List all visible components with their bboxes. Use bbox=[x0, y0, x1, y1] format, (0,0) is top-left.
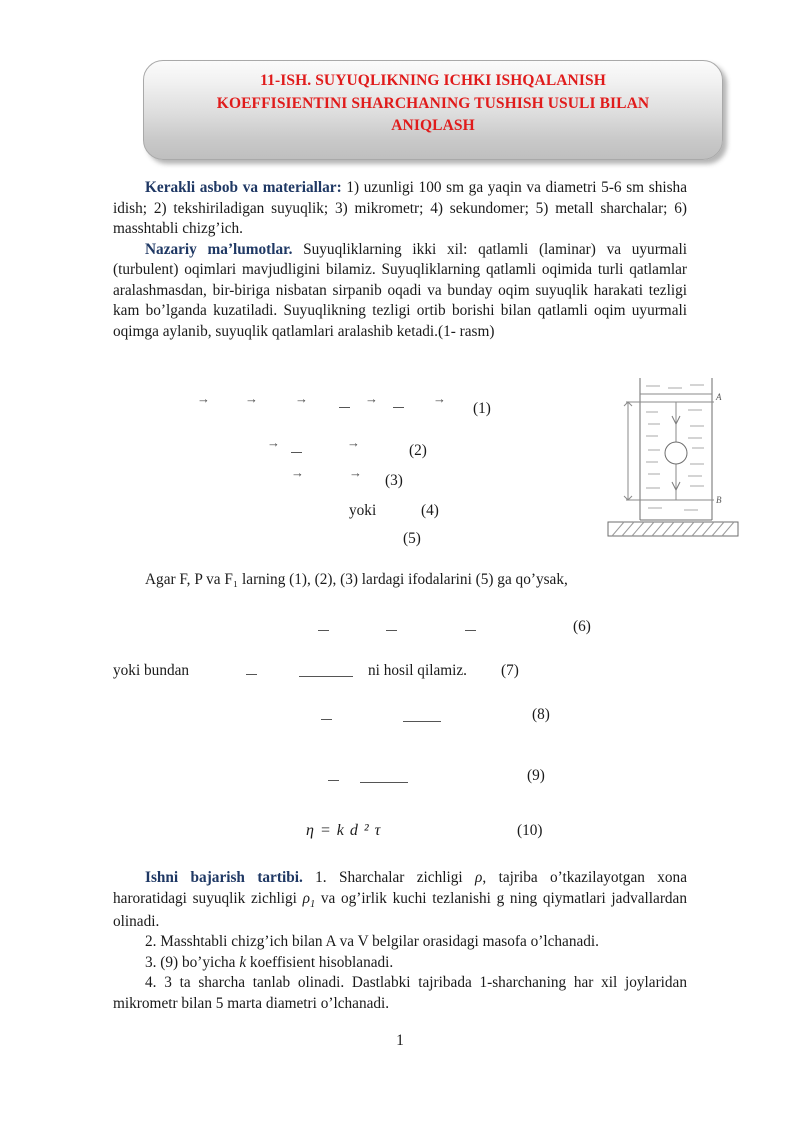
page-number: 1 bbox=[396, 1032, 404, 1049]
fraction-bar-icon bbox=[360, 782, 408, 783]
equation-1-arrow-5 bbox=[433, 390, 446, 408]
equation-4-number: (4) bbox=[421, 502, 439, 519]
rho-one-symbol: $\rho_1$ bbox=[302, 889, 316, 910]
paragraph-theory bbox=[113, 240, 687, 343]
equation-6-number: (6) bbox=[573, 618, 591, 635]
equation-7-dash bbox=[246, 666, 257, 684]
equation-2-arrow-1 bbox=[267, 434, 280, 452]
equation-1-arrow-4 bbox=[365, 390, 378, 408]
procedure-item-4: 4. 3 ta sharcha tanlab olinadi. Dastlabki tajribada 1-sharchaning har xil joylaridan mikrometr bilan 5 marta diametri o’lchanadi. bbox=[113, 974, 687, 1012]
procedure-text-block bbox=[113, 868, 687, 1014]
minus-sign-icon bbox=[393, 407, 404, 408]
procedure-item-1-part-c: va og’irlik kuchi tezlanishi g ning qiymatlari jadvallardan olinadi. bbox=[113, 889, 687, 930]
coefficient-k-symbol: k bbox=[239, 953, 247, 971]
figure-label-b: B bbox=[716, 495, 722, 505]
derivation-note-prefix: yoki bundan bbox=[113, 662, 190, 679]
equation-6-dash-1 bbox=[318, 622, 329, 640]
vessel-diagram-svg bbox=[602, 372, 744, 550]
equation-1-arrow-2 bbox=[245, 390, 258, 408]
title-line-2: KOEFFISIENTINI SHARCHANING TUSHISH USULI BILAN bbox=[216, 94, 650, 112]
page-title bbox=[217, 70, 649, 137]
equation-8-number: (8) bbox=[532, 706, 550, 723]
minus-sign-icon bbox=[465, 630, 476, 631]
figure-label-a: A bbox=[716, 392, 722, 402]
theory-body: Suyuqliklarning ikki xil: qatlamli (laminar) va uyurmali (turbulent) oqimlari mavjudligini bilamiz. Suyuqliklarning qatlamli oqimida turli qatlamlar aralashmasdan, bir-biriga nisbatan sirpanib oqadi va bunday oqim suyuqlik harakati tezligi kam bo’lganda kuzatiladi. Suyuqlikning tezligi ortib borishi bilan qatlamli oqim uyurmali oqimga aylanib, suyuqlik qatlamlari aralashib ketadi.(1- rasm) bbox=[113, 240, 687, 340]
minus-sign-icon bbox=[246, 674, 257, 675]
minus-sign-icon bbox=[339, 407, 350, 408]
equation-1-dash-2 bbox=[393, 399, 404, 417]
equation-8-fraction-bar bbox=[403, 712, 441, 730]
substitution-note: Agar F, P va F₁ larning (1), (2), (3) lardagi ifodalarini (5) ga qo’ysak, bbox=[145, 571, 568, 588]
vector-arrow-icon: → bbox=[295, 391, 308, 406]
theory-lead: Nazariy ma’lumotlar. bbox=[145, 240, 293, 258]
materials-body: 1) uzunligi 100 sm ga yaqin va diametri 5-6 sm shisha idish; 2) tekshiriladigan suyuqlik; 3) mikrometr; 4) sekundomer; 5) metall sharchalar; 6) masshtabli chizg’ich. bbox=[113, 179, 687, 238]
minus-sign-icon bbox=[291, 452, 302, 453]
equation-7-fraction-bar bbox=[299, 667, 353, 685]
title-line-1: 11-ISH. SUYUQLIKNING ICHKI ISHQALANISH bbox=[260, 72, 606, 90]
procedure-item-1-part-b: , tajriba o’tkazilayotgan xona haroratidagi suyuqlik zichligi bbox=[113, 869, 687, 907]
vector-arrow-icon: → bbox=[349, 465, 362, 480]
equation-8-row bbox=[113, 706, 687, 732]
materials-lead: Kerakli asbob va materiallar: bbox=[145, 179, 342, 196]
fraction-bar-icon bbox=[299, 676, 353, 677]
derivation-note-suffix: ni hosil qilamiz. bbox=[368, 662, 467, 679]
title-banner bbox=[143, 60, 723, 160]
equation-1-number: (1) bbox=[473, 400, 491, 417]
equation-9-number: (9) bbox=[527, 767, 545, 784]
procedure-item-3-part-b: koeffisient hisoblanadi. bbox=[246, 953, 394, 971]
substitution-note-row bbox=[113, 570, 687, 591]
vector-arrow-icon: → bbox=[267, 435, 280, 450]
equation-3-arrow-2 bbox=[349, 464, 362, 482]
equation-4-connector-word: yoki bbox=[349, 502, 377, 519]
equation-6-dash-3 bbox=[465, 622, 476, 640]
vector-arrow-icon: → bbox=[347, 435, 360, 450]
minus-sign-icon bbox=[328, 780, 339, 781]
equation-block-1-5 bbox=[113, 386, 603, 552]
intro-text-block bbox=[113, 178, 687, 343]
equation-10-row bbox=[113, 822, 687, 848]
equation-7-row bbox=[113, 662, 687, 688]
equation-2-dash-1 bbox=[291, 444, 302, 462]
procedure-item-3 bbox=[113, 953, 687, 974]
vector-arrow-icon: → bbox=[197, 391, 210, 406]
minus-sign-icon bbox=[386, 630, 397, 631]
vector-arrow-icon: → bbox=[433, 391, 446, 406]
equation-1-arrow-1 bbox=[197, 390, 210, 408]
vector-arrow-icon: → bbox=[291, 465, 304, 480]
equation-9-row bbox=[113, 767, 687, 793]
procedure-item-3-part-a: 3. (9) bo’yicha bbox=[145, 953, 240, 971]
equation-10-body: η = k d ² τ bbox=[306, 822, 382, 839]
paragraph-materials bbox=[113, 178, 687, 240]
fraction-bar-icon bbox=[403, 721, 441, 722]
equation-7-number: (7) bbox=[501, 662, 519, 679]
equation-1-dash-1 bbox=[339, 399, 350, 417]
minus-sign-icon bbox=[318, 630, 329, 631]
equation-3-arrow-1 bbox=[291, 464, 304, 482]
equation-1-arrow-3 bbox=[295, 390, 308, 408]
equation-9-fraction-bar bbox=[360, 773, 408, 791]
title-line-3: ANIQLASH bbox=[391, 117, 475, 135]
procedure-item-1-part-a: 1. Sharchalar zichligi bbox=[302, 869, 476, 886]
vector-arrow-icon: → bbox=[245, 391, 258, 406]
procedure-item-1 bbox=[113, 868, 687, 932]
equation-3-number: (3) bbox=[385, 472, 403, 489]
equation-6-row bbox=[113, 618, 687, 642]
equation-5-number: (5) bbox=[403, 530, 421, 547]
figure-falling-ball-viscometer bbox=[602, 372, 744, 550]
procedure-item-2: 2. Masshtabli chizg’ich bilan A va V belgilar orasidagi masofa o’lchanadi. bbox=[145, 933, 599, 951]
equation-6-dash-2 bbox=[386, 622, 397, 640]
equation-2-number: (2) bbox=[409, 442, 427, 459]
equation-10-number: (10) bbox=[517, 822, 543, 839]
equation-9-dash bbox=[328, 772, 339, 790]
minus-sign-icon bbox=[321, 719, 332, 720]
equation-2-arrow-2 bbox=[347, 434, 360, 452]
equation-8-dash bbox=[321, 711, 332, 729]
rho-symbol: ρ bbox=[475, 869, 483, 886]
procedure-lead: Ishni bajarish tartibi. bbox=[145, 869, 303, 886]
vector-arrow-icon: → bbox=[365, 391, 378, 406]
